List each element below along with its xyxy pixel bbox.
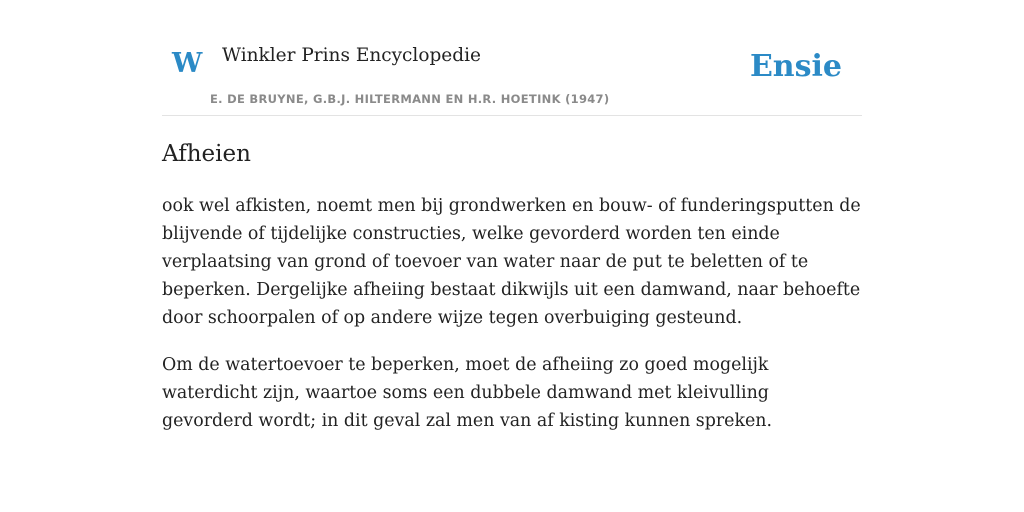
entry-title: Afheien: [162, 141, 251, 167]
encyclopedia-title[interactable]: Winkler Prins Encyclopedie: [222, 45, 481, 66]
entry-body: [162, 192, 862, 454]
entry-paragraph: Om de watertoevoer te beperken, moet de afheiing zo goed mogelijk waterdicht zijn, waartoe soms een dubbele damwand met kleivulling gevorderd wordt; in dit geval zal men van af kisting kunnen spreken.: [162, 355, 773, 431]
source-header: [162, 30, 862, 116]
source-authors: E. DE BRUYNE, G.B.J. HILTERMANN EN H.R. HOETINK (1947): [210, 92, 610, 106]
ensie-logo[interactable]: Ensie: [749, 49, 842, 84]
entry-paragraph: ook wel afkisten, noemt men bij grondwerken en bouw- of funderingsputten de blijvende of tijdelijke constructies, welke gevorderd worden ten einde verplaatsing van grond of toevoer van water naar de put te beletten of te beperken. Dergelijke afheiing bestaat dikwijls uit een damwand, naar behoefte door schoorpalen of op andere wijze tegen overbuiging gesteund.: [162, 196, 861, 328]
winkler-prins-logo[interactable]: W: [172, 48, 203, 79]
